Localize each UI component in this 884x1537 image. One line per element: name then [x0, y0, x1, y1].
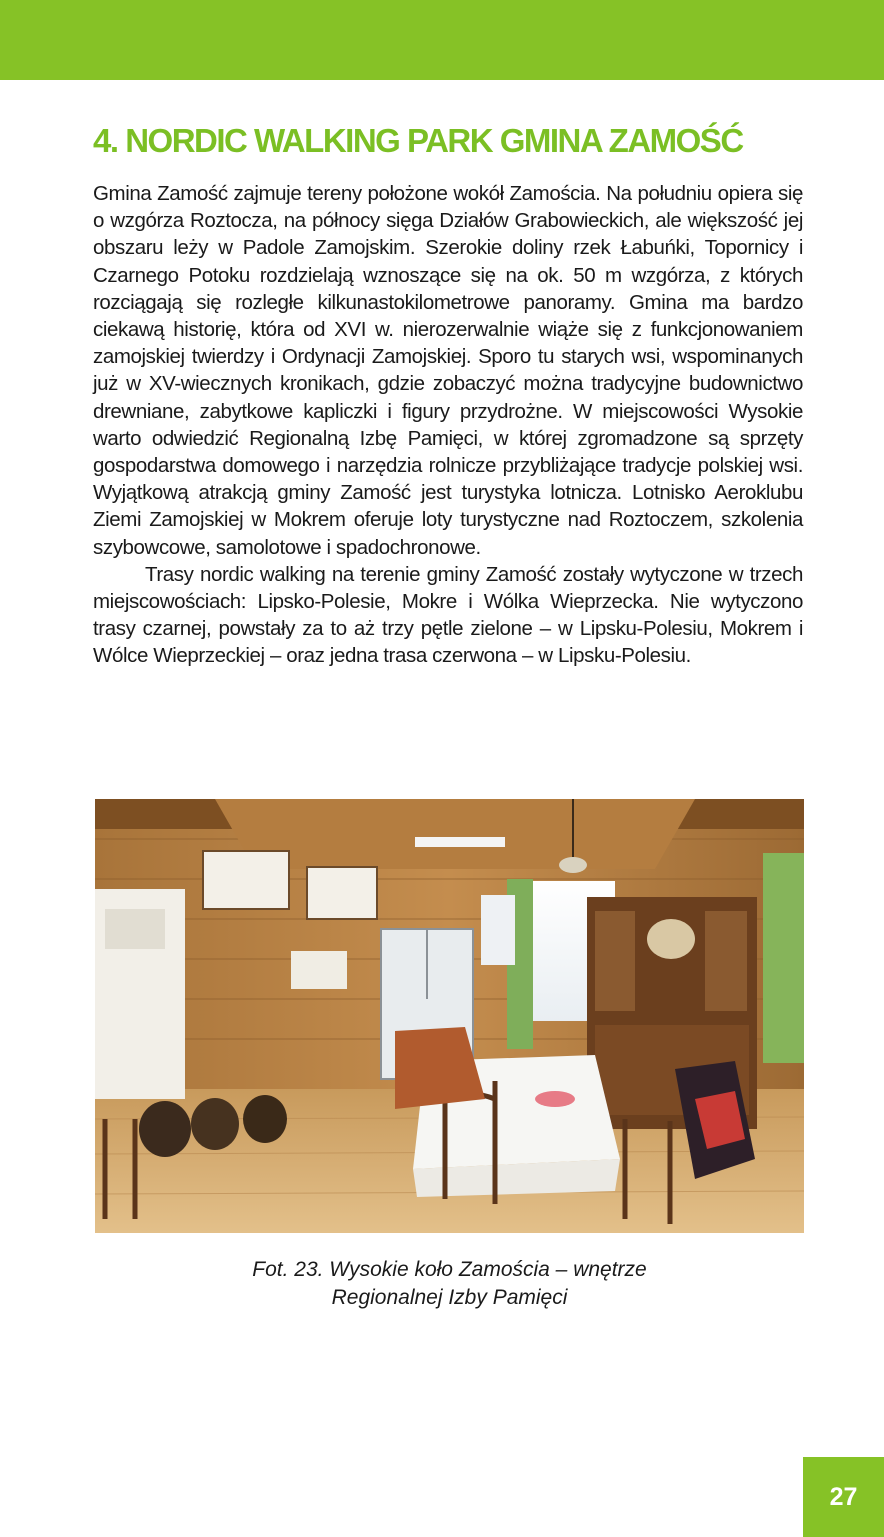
- photo-caption: [95, 1256, 804, 1312]
- body-text: [93, 180, 803, 670]
- paragraph-trails: Trasy nordic walking na terenie gminy Zamość zostały wytyczone w trzech miejscowościach: Lipsko-Polesie, Mokre i Wólka Wieprzecka. Nie wytyczono trasy czarnej, powstały za to aż trzy pętle zielone – w Lipsku-Polesiu, Mokrem i Wólce Wieprzeckiej – oraz jedna trasa czerwona – w Lipsku-Polesiu.: [93, 562, 803, 668]
- interior-photo: [95, 799, 804, 1233]
- caption-line-1: Fot. 23. Wysokie koło Zamościa – wnętrze: [252, 1258, 647, 1281]
- section-title: 4. NORDIC WALKING PARK GMINA ZAMOŚĆ: [93, 122, 743, 159]
- top-green-band: [0, 0, 884, 80]
- interior-photo-illustration: [95, 799, 804, 1233]
- caption-line-2: Regionalnej Izby Pamięci: [331, 1286, 568, 1309]
- page-number: 27: [803, 1457, 884, 1537]
- paragraph-intro: Gmina Zamość zajmuje tereny położone wokół Zamościa. Na południu opiera się o wzgórza Roztocza, na północy sięga Działów Grabowieckich, ale większość jej obszaru leży w Padole Zamojskim. Szerokie doliny rzek Łabuńki, Topornicy i Czarnego Potoku rozdzielają wznoszące się na ok. 50 m wzgórza, z których rozciągają się rozległe kilkunastokilometrowe panoramy. Gmina ma bardzo ciekawą historię, która od XVI w. nierozerwalnie wiąże się z funkcjonowaniem zamojskiej twierdzy i Ordynacji Zamojskiej. Sporo tu starych wsi, wspominanych już w XV-wiecznych kronikach, gdzie zobaczyć można tradycyjne budownictwo drewniane, zabytkowe kapliczki i figury przydrożne. W miejscowości Wysokie warto odwiedzić Regionalną Izbę Pamięci, w której zgromadzone są sprzęty gospodarstwa domowego i narzędzia rolnicze przybliżające tradycje polskiej wsi. Wyjątkową atrakcją gminy Zamość jest turystyka lotnicza. Lotnisko Aeroklubu Ziemi Zamojskiej w Mokrem oferuje loty turystyczne nad Roztoczem, szkolenia szybowcowe, samolotowe i spadochronowe.: [93, 182, 803, 559]
